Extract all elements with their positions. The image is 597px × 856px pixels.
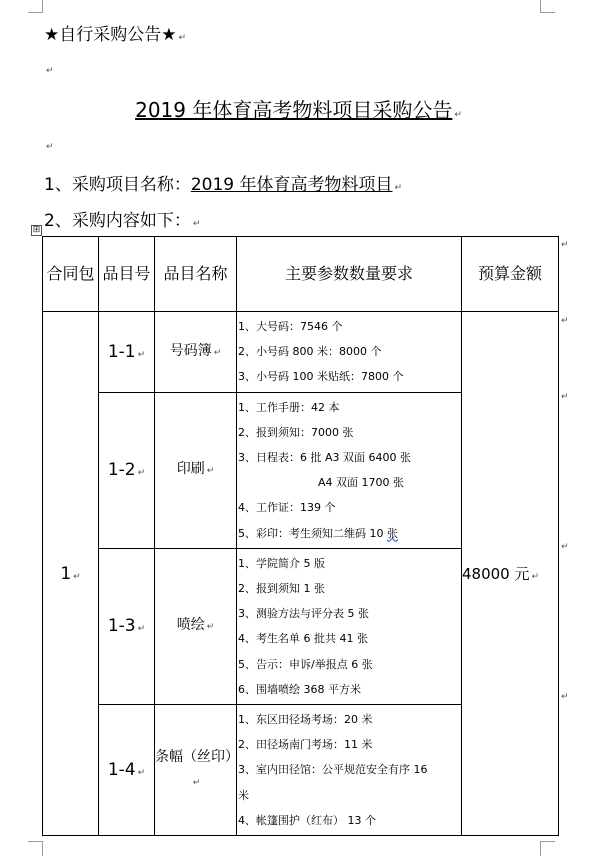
- row-end-mark-icon: ↵: [561, 316, 569, 326]
- list-item: 4、考生名单 6 批共 41 张: [238, 632, 368, 646]
- item-name-cell: 条幅（丝印）↵: [155, 705, 237, 836]
- header-contract-package: 合同包: [43, 237, 99, 312]
- section-procurement-content: 2、采购内容如下： ↵: [44, 211, 201, 231]
- budget-cell: [462, 312, 559, 836]
- paragraph-mark-icon: ↵: [137, 624, 146, 635]
- row-end-mark-icon: ↵: [561, 392, 569, 402]
- header-parameters: 主要参数数量要求: [237, 237, 462, 312]
- list-item: 4、帐篷围护（红布） 13 个: [238, 813, 376, 827]
- list-item: 1、学院简介 5 版: [238, 556, 325, 570]
- list-item: 3、室内田径馆：公平规范安全有序 16: [238, 763, 428, 777]
- header-item-number: 品目号: [99, 237, 155, 312]
- item-name-cell: 号码簿 ↵: [155, 312, 237, 393]
- paragraph-mark-icon: ↵: [531, 572, 540, 583]
- paragraph-mark-icon: ↵: [178, 33, 187, 43]
- list-item: 2、田径场南门考场：11 米: [238, 738, 373, 752]
- paragraph-mark-icon: ↵: [137, 349, 146, 360]
- empty-paragraph: [44, 134, 54, 154]
- list-item: 3、测验方法与评分表 5 张: [238, 607, 369, 621]
- table-move-handle-icon[interactable]: ⊞: [32, 225, 41, 235]
- list-item: 3、小号码 100 米贴纸：7800 个: [238, 370, 404, 384]
- contract-package-cell: 1 ↵: [43, 312, 99, 836]
- item-number-cell: 1-4 ↵: [99, 705, 155, 836]
- paragraph-mark-icon: ↵: [454, 110, 462, 120]
- table-header-row: [43, 237, 559, 312]
- item-name-cell: 印刷 ↵: [155, 392, 237, 548]
- item-number-cell: 1-3 ↵: [99, 548, 155, 704]
- list-item: 1、大号码：7546 个: [238, 320, 343, 333]
- item-parameters-cell: [237, 705, 462, 836]
- paragraph-mark-icon: ↵: [73, 571, 81, 582]
- paragraph-mark-icon: ↵: [192, 219, 201, 229]
- procurement-table: [42, 236, 559, 836]
- list-item: 5、彩印：考生须知二维码 10 张: [238, 526, 398, 540]
- paragraph-mark-icon: ↵: [206, 622, 215, 633]
- empty-paragraph: [44, 58, 54, 78]
- list-item: 3、日程表：6 批 A3 双面 6400 张: [238, 451, 411, 465]
- paragraph-mark-icon: ↵: [213, 347, 222, 358]
- item-parameters-cell: [237, 392, 462, 548]
- paragraph-mark-icon: ↵: [206, 466, 215, 477]
- paragraph-mark-icon: ↵: [394, 183, 403, 193]
- list-item: 1、工作手册：42 本: [238, 400, 340, 414]
- header-budget: 预算金额: [462, 237, 559, 312]
- paragraph-mark-icon: ↵: [192, 778, 201, 789]
- list-item: A4 双面 1700 张: [318, 476, 405, 490]
- list-item: 2、报到须知 1 张: [238, 582, 325, 596]
- section-project-name: 1、采购项目名称：2019 年体育高考物料项目 ↵: [44, 175, 403, 195]
- row-end-mark-icon: ↵: [561, 240, 569, 250]
- table-row: [43, 312, 559, 393]
- item-name-cell: 喷绘 ↵: [155, 548, 237, 704]
- crop-mark-top-left: [28, 0, 43, 13]
- project-name-value: 2019 年体育高考物料项目: [190, 175, 393, 195]
- crop-mark-bottom-right: [540, 841, 555, 856]
- paragraph-mark-icon: ↵: [137, 768, 146, 779]
- list-item: 5、告示：申诉/举报点 6 张: [238, 657, 373, 671]
- item-parameters-cell: [237, 548, 462, 704]
- crop-mark-bottom-left: [28, 841, 43, 856]
- paragraph-mark-icon: ↵: [46, 142, 54, 152]
- header-item-name: 品目名称: [155, 237, 237, 312]
- row-end-mark-icon: ↵: [561, 692, 569, 702]
- list-item: 1、东区田径场考场：20 米: [238, 713, 373, 727]
- item-parameters-cell: [237, 312, 462, 393]
- list-item: 米: [238, 788, 249, 802]
- list-item: 2、报到须知：7000 张: [238, 425, 354, 439]
- budget-value: 48000 元: [462, 565, 530, 584]
- item-number-cell: 1-1 ↵: [99, 312, 155, 393]
- spellcheck-flag: 张: [387, 526, 398, 540]
- list-item: 4、工作证：139 个: [238, 501, 336, 515]
- list-item: 2、小号码 800 米：8000 个: [238, 345, 382, 359]
- paragraph-mark-icon: ↵: [137, 468, 146, 479]
- item-number-cell: 1-2 ↵: [99, 392, 155, 548]
- paragraph-mark-icon: ↵: [46, 66, 54, 76]
- list-item: 6、围墙喷绘 368 平方米: [238, 682, 361, 696]
- crop-mark-top-right: [540, 0, 555, 13]
- row-end-mark-icon: ↵: [561, 542, 569, 552]
- page-title: 2019 年体育高考物料项目采购公告 ↵: [135, 98, 462, 122]
- header-line: ★自行采购公告★ ↵: [44, 25, 187, 45]
